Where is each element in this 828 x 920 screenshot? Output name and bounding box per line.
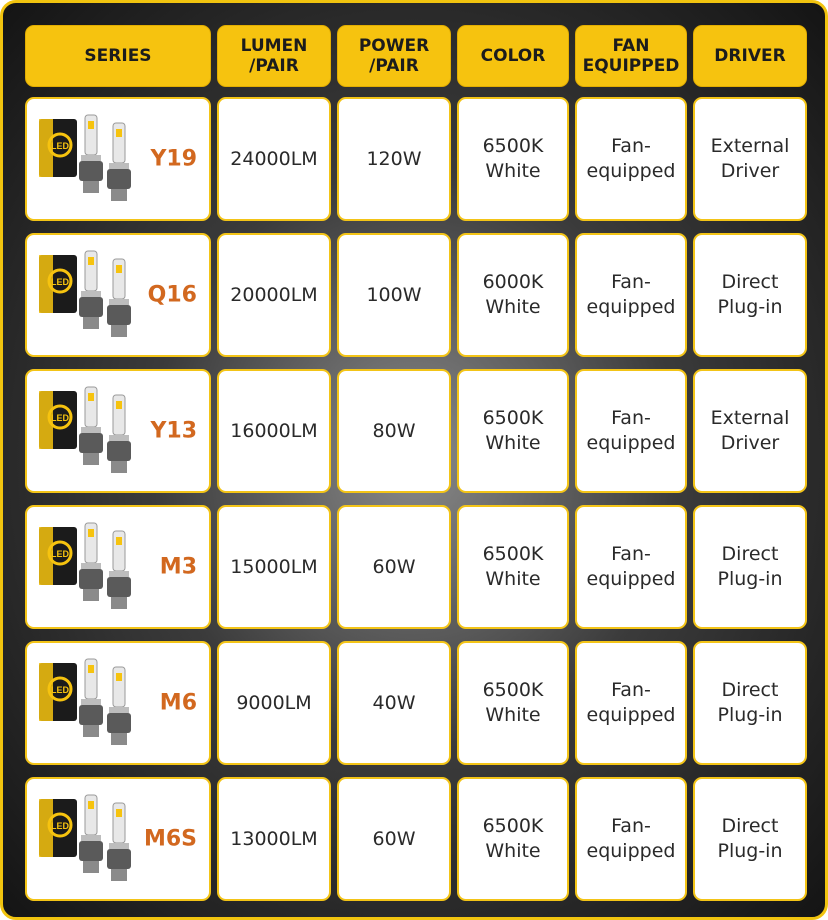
cell-value-power: 60W (372, 827, 416, 850)
cell-lumen (217, 369, 331, 493)
header-fan: FAN EQUIPPED (575, 25, 687, 87)
cell-value-color: 6500K White (482, 815, 544, 862)
cell-value-driver: External Driver (710, 407, 790, 454)
cell-fan (575, 369, 687, 493)
led-headlight-bulb-pair-with-box-icon (33, 513, 153, 621)
cell-value-fan: Fan- equipped (586, 407, 676, 454)
cell-driver (693, 97, 807, 221)
svg-text:LED: LED (51, 141, 69, 151)
cell-series (25, 505, 211, 629)
svg-text:LED: LED (51, 413, 69, 423)
cell-value-lumen: 13000LM (230, 827, 318, 850)
series-name: M6 (159, 690, 197, 716)
svg-text:LED: LED (51, 549, 69, 559)
cell-value-lumen: 16000LM (230, 419, 318, 442)
led-headlight-bulb-pair-with-box-icon (33, 105, 153, 213)
cell-series (25, 233, 211, 357)
cell-value-power: 120W (366, 147, 422, 170)
cell-fan (575, 97, 687, 221)
cell-value-color: 6500K White (482, 679, 544, 726)
cell-value-power: 40W (372, 691, 416, 714)
cell-lumen (217, 777, 331, 901)
cell-driver (693, 505, 807, 629)
cell-fan (575, 641, 687, 765)
cell-color (457, 369, 569, 493)
cell-series (25, 777, 211, 901)
series-name: Q16 (147, 282, 197, 308)
cell-driver (693, 369, 807, 493)
cell-driver (693, 641, 807, 765)
cell-value-color: 6500K White (482, 135, 544, 182)
cell-power (337, 777, 451, 901)
cell-value-lumen: 9000LM (236, 691, 312, 714)
header-color: COLOR (457, 25, 569, 87)
header-lumen: LUMEN /PAIR (217, 25, 331, 87)
cell-value-lumen: 20000LM (230, 283, 318, 306)
svg-text:LED: LED (51, 821, 69, 831)
cell-value-driver: External Driver (710, 135, 790, 182)
cell-value-color: 6500K White (482, 543, 544, 590)
cell-value-lumen: 15000LM (230, 555, 318, 578)
led-headlight-bulb-pair-with-box-icon (33, 785, 153, 893)
cell-value-fan: Fan- equipped (586, 271, 676, 318)
cell-value-driver: Direct Plug-in (717, 815, 783, 862)
cell-value-color: 6000K White (482, 271, 544, 318)
cell-color (457, 505, 569, 629)
cell-value-color: 6500K White (482, 407, 544, 454)
cell-fan (575, 505, 687, 629)
cell-color (457, 97, 569, 221)
table-grid (3, 3, 825, 917)
cell-series (25, 369, 211, 493)
svg-text:LED: LED (51, 277, 69, 287)
series-name: Y13 (150, 418, 197, 444)
cell-power (337, 97, 451, 221)
cell-value-fan: Fan- equipped (586, 815, 676, 862)
cell-value-power: 80W (372, 419, 416, 442)
cell-lumen (217, 641, 331, 765)
cell-value-fan: Fan- equipped (586, 135, 676, 182)
led-headlight-bulb-pair-with-box-icon (33, 377, 153, 485)
svg-text:LED: LED (51, 685, 69, 695)
cell-value-driver: Direct Plug-in (717, 679, 783, 726)
led-headlight-bulb-pair-with-box-icon (33, 241, 153, 349)
cell-fan (575, 233, 687, 357)
cell-lumen (217, 505, 331, 629)
cell-driver (693, 777, 807, 901)
cell-lumen (217, 97, 331, 221)
cell-color (457, 233, 569, 357)
cell-power (337, 505, 451, 629)
cell-value-fan: Fan- equipped (586, 543, 676, 590)
cell-power (337, 369, 451, 493)
cell-color (457, 777, 569, 901)
cell-value-lumen: 24000LM (230, 147, 318, 170)
series-name: M3 (159, 554, 197, 580)
header-power: POWER /PAIR (337, 25, 451, 87)
cell-value-driver: Direct Plug-in (717, 271, 783, 318)
cell-fan (575, 777, 687, 901)
cell-value-driver: Direct Plug-in (717, 543, 783, 590)
cell-lumen (217, 233, 331, 357)
led-headlight-bulb-pair-with-box-icon (33, 649, 153, 757)
header-series: SERIES (25, 25, 211, 87)
header-driver: DRIVER (693, 25, 807, 87)
series-name: Y19 (150, 146, 197, 172)
cell-power (337, 641, 451, 765)
cell-value-fan: Fan- equipped (586, 679, 676, 726)
cell-power (337, 233, 451, 357)
cell-series (25, 97, 211, 221)
cell-color (457, 641, 569, 765)
cell-value-power: 100W (366, 283, 422, 306)
cell-series (25, 641, 211, 765)
cell-value-power: 60W (372, 555, 416, 578)
series-name: M6S (143, 826, 197, 852)
cell-driver (693, 233, 807, 357)
